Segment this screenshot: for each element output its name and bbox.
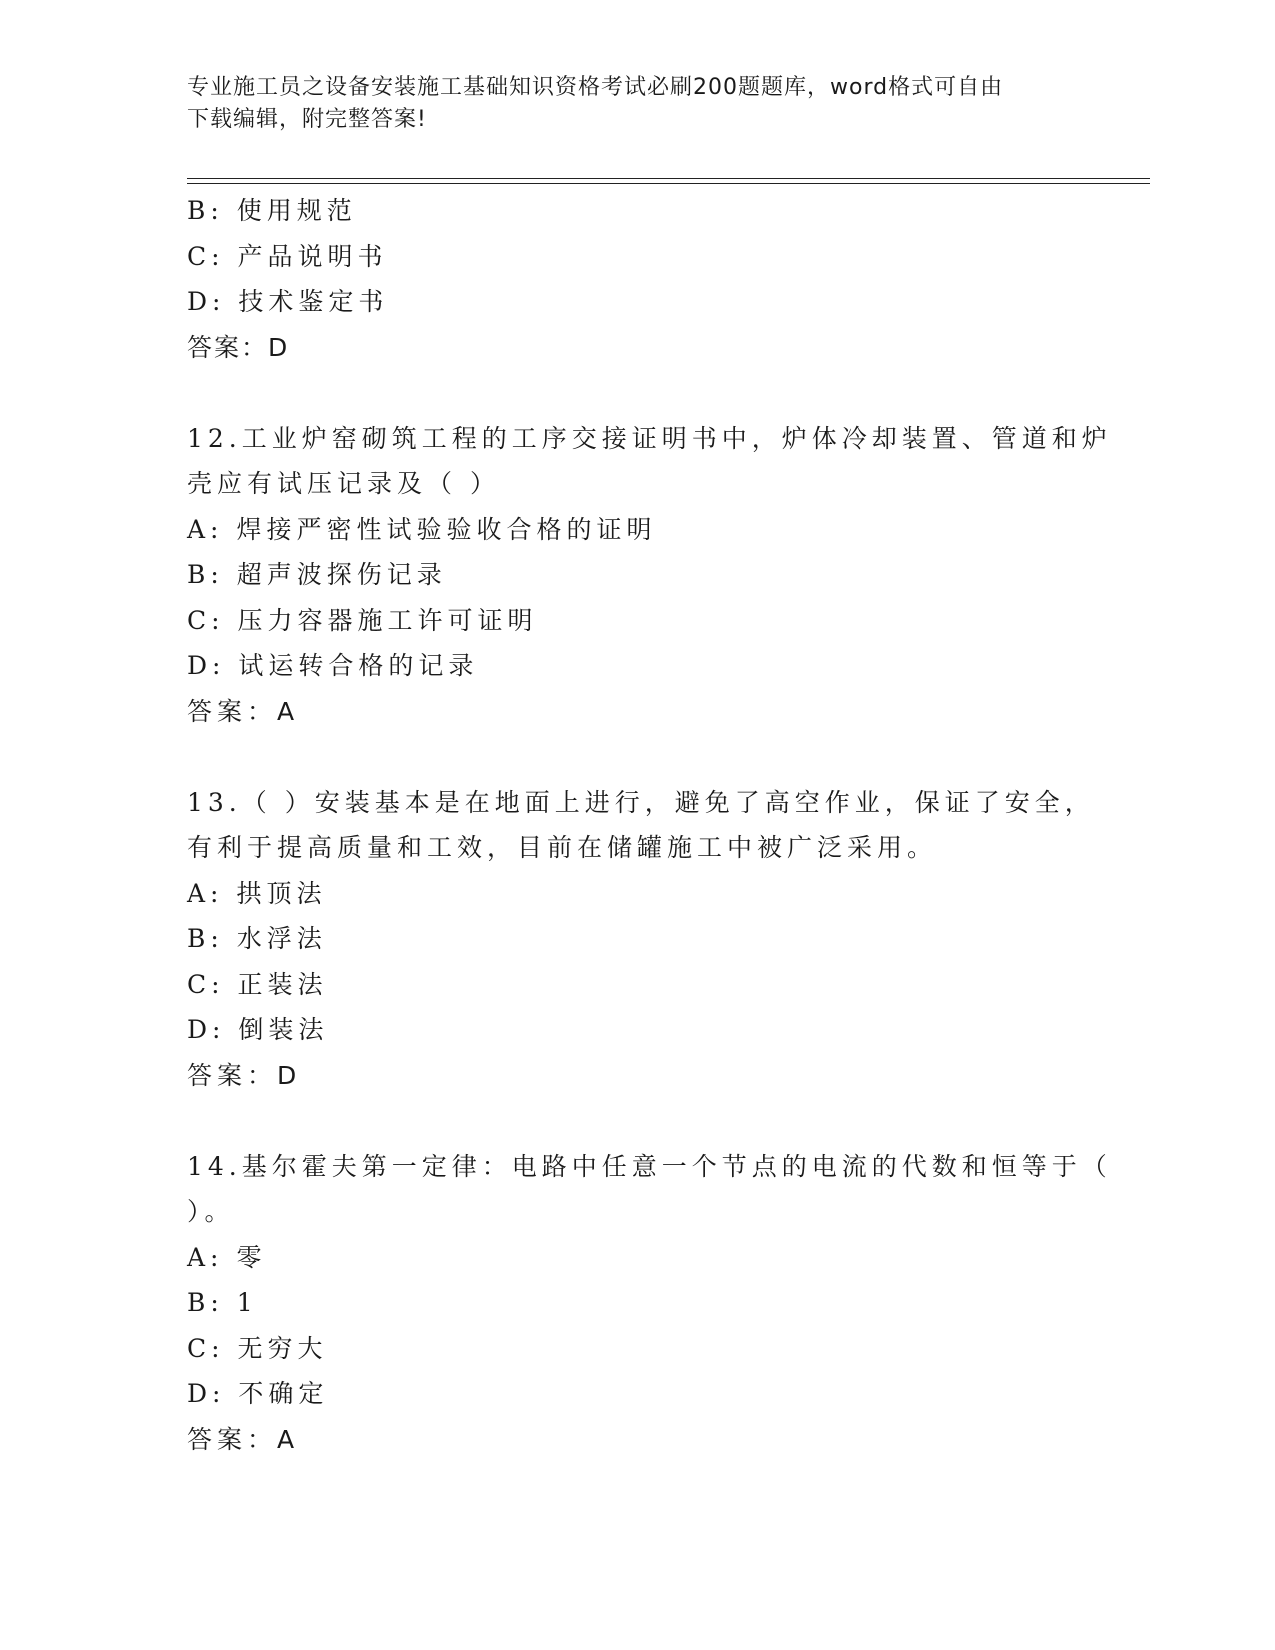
question-stem: 12.工业炉窑砌筑工程的工序交接证明书中，炉体冷却装置、管道和炉 [187, 423, 1112, 453]
option-c: C: 产品说明书 [187, 241, 388, 271]
question-stem: 13.（ ）安装基本是在地面上进行，避免了高空作业，保证了安全， [187, 787, 1095, 817]
option-a: A: 零 [187, 1242, 267, 1272]
header-line-1: 专业施工员之设备安装施工基础知识资格考试必刷200题题库，word格式可自由 [187, 75, 1004, 100]
question-stem-cont: 有利于提高质量和工效，目前在储罐施工中被广泛采用。 [187, 833, 938, 862]
option-d: D: 倒装法 [187, 1015, 329, 1044]
answer: 答案：A [187, 696, 300, 726]
option-b: B: 1 [187, 1288, 258, 1317]
option-b: B: 水浮法 [187, 924, 327, 953]
question-stem: 14.基尔霍夫第一定律：电路中任意一个节点的电流的代数和恒等于（ [187, 1151, 1112, 1181]
question-14 [187, 1144, 1112, 1463]
question-list [187, 188, 1112, 1462]
question-11-tail [187, 188, 1087, 370]
document-header [187, 72, 1067, 136]
question-stem-cont: ）。 [187, 1197, 235, 1226]
option-d: D: 试运转合格的记录 [187, 651, 479, 680]
option-d: D: 技术鉴定书 [187, 287, 389, 316]
option-d: D: 不确定 [187, 1379, 329, 1408]
option-c: C: 无穷大 [187, 1333, 328, 1363]
question-13 [187, 780, 1095, 1099]
header-divider [187, 178, 1150, 184]
option-c: C: 压力容器施工许可证明 [187, 605, 538, 635]
option-a: A: 焊接严密性试验验收合格的证明 [187, 514, 657, 544]
question-stem-cont: 壳应有试压记录及（ ） [187, 469, 500, 498]
option-c: C: 正装法 [187, 969, 328, 999]
option-b: B: 超声波探伤记录 [187, 560, 447, 589]
answer: 答案：D [187, 1060, 302, 1090]
option-b: B: 使用规范 [187, 196, 357, 225]
option-a: A: 拱顶法 [187, 878, 327, 908]
answer: 答案：A [187, 1424, 300, 1454]
question-12 [187, 416, 1112, 735]
header-line-2: 下载编辑，附完整答案! [187, 107, 427, 132]
answer: 答案：D [187, 332, 290, 362]
